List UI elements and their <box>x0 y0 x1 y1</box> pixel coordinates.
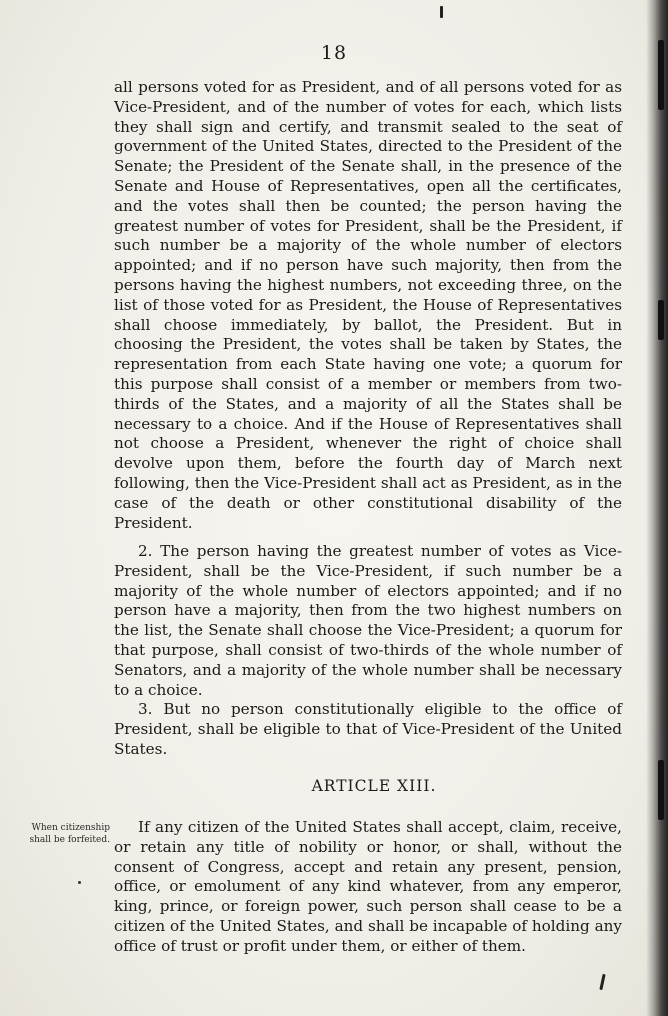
scan-edge-shadow <box>646 0 668 1016</box>
paragraph-text: 3. But no person constitutionally eligible to the office of President, shall be eligible to that of Vice-President of the United States. <box>114 700 622 758</box>
margin-note-line: When citizenship <box>31 823 110 833</box>
ink-dot <box>78 881 81 884</box>
paragraph-3 <box>114 700 622 759</box>
paragraph-2 <box>114 542 622 700</box>
article-heading: ARTICLE XIII. <box>311 777 437 795</box>
paragraph-text: all persons voted for as President, and of all persons voted for as Vice-President, and of the number of votes for each, which lists they shall sign and certify, and transmit sealed to the seat of government of the United States, directed to the President of the Senate; the President of the Senate shall, in the presence of the Senate and House of Representatives, open all the certificates, and the votes shall then be counted; the person having the greatest number of votes for President, shall be the President, if such number be a majority of the whole number of electors appointed; and if no person have such majority, then from the persons having the highest numbers, not exceeding three, on the list of those voted for as President, the House of Representatives shall choose immediately, by ballot, the President. But in choosing the President, the votes shall be taken by States, the representation from each State having one vote; a quorum for this purpose shall consist of a member or members from two-thirds of the States, and a majority of all the States shall be necessary to a choice. And if the House of Representatives shall not choose a President, whenever the right of choice shall devolve upon them, before the fourth day of March next following, then the Vice-President shall act as President, as in the case of the death or other constitutional disability of the President. <box>114 78 622 532</box>
margin-note-line: shall be forfeited. <box>29 835 110 845</box>
ink-speck <box>440 6 443 18</box>
paragraph-continued <box>114 78 622 533</box>
page-number: 18 <box>320 42 348 64</box>
paragraph-text: If any citizen of the United States shall accept, claim, receive, or retain any title of nobility or honor, or shall, without the consent of Congress, accept and retain any present, pension, office, or emolument of any kind whatever, from any emperor, king, prince, or foreign power, such person shall cease to be a citizen of the United States, and shall be incapable of holding any office of trust or profit under them, or either of them. <box>114 818 622 955</box>
margin-note <box>6 822 110 846</box>
article-xiii-text <box>114 818 622 957</box>
scan-edge-mark <box>658 300 664 340</box>
paragraph-text: 2. The person having the greatest number of votes as Vice-President, shall be the Vice-President, if such number be a majority of the whole number of electors appointed; and if no person have a majority, then from the two highest numbers on the list, the Senate shall choose the Vice-President; a quorum for that purpose, shall consist of two-thirds of the whole number of Senators, and a majority of the whole number shall be necessary to a choice. <box>114 542 622 699</box>
